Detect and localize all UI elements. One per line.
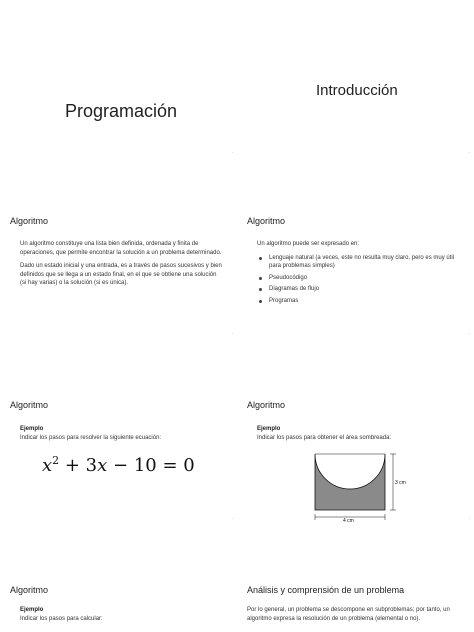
slide-2 [237, 0, 474, 184]
slide-title: Algoritmo [247, 400, 286, 410]
shaded-area-figure [309, 452, 409, 524]
example-text: Indicar los pasos para calcular: [20, 615, 103, 622]
example-heading: Ejemplo [20, 426, 44, 432]
slide-body [20, 606, 223, 623]
paragraph: Dado un estado inicial y una entrada, es a través de pasos sucesivos y bien definidos que se llega a un estado final, en el que se obtiene una solución (si hay varias) o la solución (si es única). [20, 263, 222, 287]
slide-body [257, 425, 460, 442]
slide-1 [0, 0, 237, 184]
paragraph: Un algoritmo constituye una lista bien definida, ordenada y finita de operaciones, que permite encontrar la solución a un problema determinado. [20, 241, 222, 256]
slide-body [257, 240, 460, 309]
slide-title: Análisis y comprensión de un problema [247, 585, 405, 595]
slide-6 [237, 368, 474, 552]
shaded-region [315, 454, 385, 510]
bullet-list [257, 254, 460, 306]
slide-title: Algoritmo [247, 216, 286, 226]
slide-3 [0, 184, 237, 368]
intro-text: Un algoritmo puede ser expresado en: [257, 241, 360, 247]
slide-title: Algoritmo [10, 400, 49, 410]
example-heading: Ejemplo [257, 426, 281, 432]
example-heading: Ejemplo [20, 607, 44, 613]
page-marker: · [231, 516, 233, 522]
slide-5 [0, 368, 237, 552]
example-text: Indicar los pasos para obtener el área sombreada: [257, 434, 392, 441]
page-marker: · [468, 516, 470, 522]
page-marker: · [231, 150, 233, 156]
height-label: 3 cm [395, 480, 406, 486]
paragraph: Por lo general, un problema se descompone en subproblemas; por tanto, un algoritmo expresa la resolución de un problema (elemental o no). [247, 607, 450, 622]
slide-title: Algoritmo [10, 585, 49, 595]
slide-8 [237, 552, 474, 632]
slide-body [20, 425, 223, 442]
slide-title: Algoritmo [10, 216, 49, 226]
page-marker: · [231, 331, 233, 337]
bullet-item: Pseudocódigo [257, 274, 460, 283]
width-label: 4 cm [343, 518, 354, 524]
bullet-item: Lenguaje natural (a veces, este no resulta muy claro, pero es muy útil para problemas simples) [257, 254, 460, 271]
page-marker: · [468, 150, 470, 156]
slide-body [20, 240, 223, 293]
slide-7 [0, 552, 237, 632]
bullet-item: Programas [257, 297, 460, 306]
slide-body [247, 606, 460, 628]
slide-title: Introducción [316, 82, 398, 99]
bullet-item: Diagramas de flujo [257, 285, 460, 294]
page-marker: · [468, 331, 470, 337]
slide-title: Programación [65, 101, 178, 121]
slide-4 [237, 184, 474, 368]
equation: $x^2 + 3x - 10 = 0$ [42, 454, 195, 476]
example-text: Indicar los pasos para resolver la siguiente ecuación: [20, 434, 162, 441]
